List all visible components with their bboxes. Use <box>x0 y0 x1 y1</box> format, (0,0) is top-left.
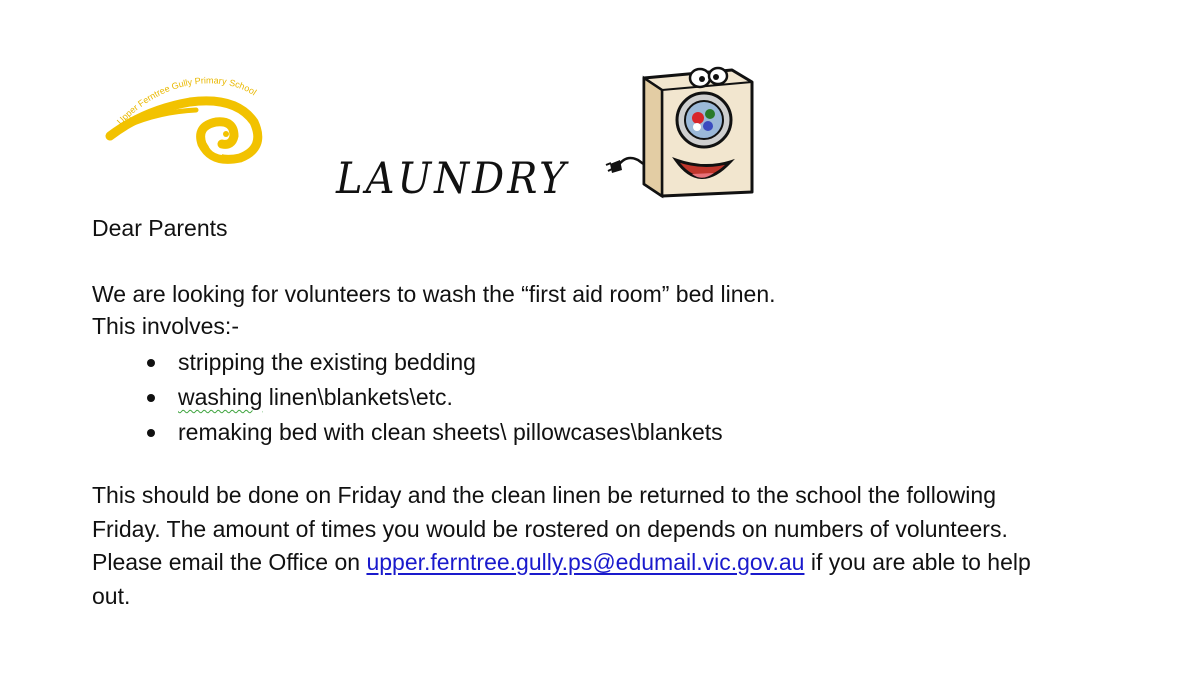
closing-line: Friday. The amount of times you would be rostered on depends on numbers of volunteers. <box>92 515 1008 542</box>
page-title: LAUNDRY <box>336 154 569 204</box>
logo-text: Upper Ferntree Gully Primary School <box>114 75 259 127</box>
task-list <box>92 345 1092 450</box>
swirl-logo-icon <box>104 70 284 165</box>
letter-body <box>92 212 1092 613</box>
closing-line: if you are able to help <box>804 549 1031 575</box>
school-logo <box>104 70 284 165</box>
closing-line: out. <box>92 582 131 609</box>
task-text: linen\blankets\etc. <box>262 384 453 410</box>
greeting: Dear Parents <box>92 215 228 241</box>
bullet-icon <box>147 429 155 437</box>
email-link[interactable]: upper.ferntree.gully.ps@edumail.vic.gov.au <box>366 549 805 575</box>
bullet-icon <box>147 359 155 367</box>
list-item <box>92 415 1092 450</box>
closing-line: This should be done on Friday and the clean linen be returned to the school the following <box>92 482 996 508</box>
task-text: remaking bed with clean sheets\ pillowcases\blankets <box>178 419 723 445</box>
washing-machine-icon <box>604 62 764 200</box>
task-text: stripping the existing bedding <box>178 349 476 375</box>
intro-line: We are looking for volunteers to wash the “first aid room” bed linen. <box>92 281 776 307</box>
list-item <box>92 380 1092 415</box>
intro-line: This involves:- <box>92 313 239 339</box>
spellcheck-word: washing <box>178 384 263 410</box>
closing-paragraph <box>92 479 1092 613</box>
bullet-icon <box>147 394 155 402</box>
list-item <box>92 345 1092 380</box>
closing-line: Please email the Office on <box>92 549 367 575</box>
